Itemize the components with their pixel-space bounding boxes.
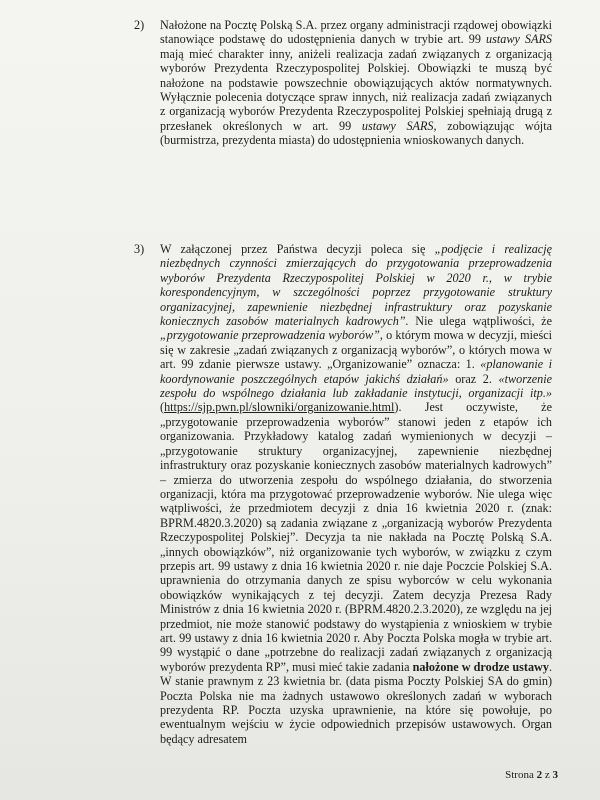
paragraph-item-2	[160, 18, 552, 148]
item3-definition-1: «planowanie i koordynowanie poszczególnych etapów jakichś działań»	[160, 357, 552, 386]
item2-italic-1: ustawy SARS	[486, 32, 552, 47]
item3-text-2: Nie ulega wątpliwości, że	[408, 314, 552, 329]
item3-text-4: oraz 2.	[448, 371, 499, 386]
item3-quote-decision: „podjęcie i realizację niezbędnych czynności zmierzających do przygotowania przeprowadzenia wyborów Prezydenta Rzeczypospolitej Polskiej w 2020 r., w trybie korespondencyjnym, w szczególności poprzez przygotowanie struktury organizacyjnej, zapewnienie niezbędnej infrastruktury oraz pozyskanie koniecznych zasobów materialnych kadrowych”.	[160, 242, 552, 329]
item2-italic-2: ustawy SARS	[361, 118, 434, 133]
paragraph-item-3	[160, 242, 552, 746]
item2-text-3: , zobowiązując wójta (burmistrza, prezydenta miasta) do udostępnienia wnioskowanych danych.	[160, 118, 552, 148]
item3-text-3: , o którym mowa w decyzji, mieści się w zakresie „zadań związanych z organizacją wyborów”, o których mowa w art. 99 zdanie pierwsze ustawy. „Organizowanie” oznacza: 1.	[160, 328, 553, 372]
page-footer	[505, 769, 558, 781]
item3-text-5: (	[160, 400, 165, 415]
footer-total: 3	[552, 769, 558, 781]
item2-text-1: Nałożone na Pocztę Polską S.A. przez organy administracji rządowej obowiązki stanowiące podstawę do udostępnienia danych w trybie art. 99	[160, 18, 552, 47]
item3-definition-2: «tworzenie zespołu do wspólnego działania lub zakładanie instytucji, organizacji itp.»	[160, 371, 552, 401]
item3-text-1: W załączonej przez Państwa decyzji poleca się	[160, 242, 435, 256]
item3-quote-preparation: „przygotowanie przeprowadzenia wyborów”	[160, 328, 380, 343]
footer-label: Strona	[505, 769, 537, 781]
item3-text-7: . W stanie prawnym z 23 kwietnia br. (data pisma Poczty Polskiej SA do gmin) Poczta Polska nie ma żadnych ustawowo określonych zadań w wyborach prezydenta RP. Poczta uzyska uprawnienie, na które się powołuje, po ewentualnym wejściu w życie odpowiednich przepisów ustawowych. Organ będący adresatem	[160, 659, 552, 746]
sjp-link[interactable]: https://sjp.pwn.pl/slowniki/organizowanie.html	[164, 400, 395, 415]
item3-text-6: ). Jest oczywiste, że „przygotowanie przeprowadzenia wyborów” stanowi jeden z etapów ich organizowania. Przykładowy katalog zadań wymienionych w decyzji – „przygotowanie struktury organizacyjnej, zapewnienie niezbędnej infrastruktury oraz pozyskanie koniecznych zasobów materialnych kadrowych” – zmierza do utworzenia zespołu do wspólnego działania, do stworzenia organizacji, która ma przygotować przeprowadzenie wyborów. Nie ulega więc wątpliwości, że przedmiotem decyzji z dnia 16 kwietnia 2020 r. (znak: BPRM.4820.3.2020) są zadania związane z „organizacją wyborów Prezydenta Rzeczypospolitej Polskiej”. Decyzja ta nie nakłada na Pocztę Polską S.A. „innych obowiązków”, niż organizowanie tych wyborów, w związku z czym przepis art. 99 ustawy z dnia 16 kwietnia 2020 r. nie daje Poczcie Polskiej S.A. uprawnienia do otrzymania danych ze spisu wyborców w celu wykonania obowiązków wynikających z tej decyzji. Zatem decyzja Prezesa Rady Ministrów z dnia 16 kwietnia 2020 r. (BPRM.4820.2.3.2020), ze względu na jej przedmiot, nie może stanowić podstawy do wystąpienia z wnioskiem w trybie art. 99 ustawy z dnia 16 kwietnia 2020 r. Aby Poczta Polska mogła w trybie art. 99 wystąpić o dane „potrzebne do realizacji zadań związanych z organizacją wyborów prezydenta RP”, musi mieć takie zadania	[160, 400, 552, 674]
footer-of: z	[542, 769, 553, 781]
item2-text-2: mają mieć charakter inny, aniżeli realizacja zadań związanych z organizacją wyborów Prezydenta Rzeczypospolitej Polskiej. Obowiązki te muszą być nałożone na podstawie powszechnie obowiązujących aktów normatywnych. Wyłącznie polecenia dotyczące spraw innych, niż realizacja zadań związanych z organizacją wyborów Prezydenta Rzeczypospolitej Polskiej spełniają drugą z przesłanek określonych w art. 99	[160, 46, 552, 133]
item-number-2: 2)	[134, 18, 145, 32]
item-number-3: 3)	[134, 242, 145, 256]
item3-bold-statute: nałożone w drodze ustawy	[412, 659, 549, 674]
footer-page: 2	[536, 769, 543, 781]
